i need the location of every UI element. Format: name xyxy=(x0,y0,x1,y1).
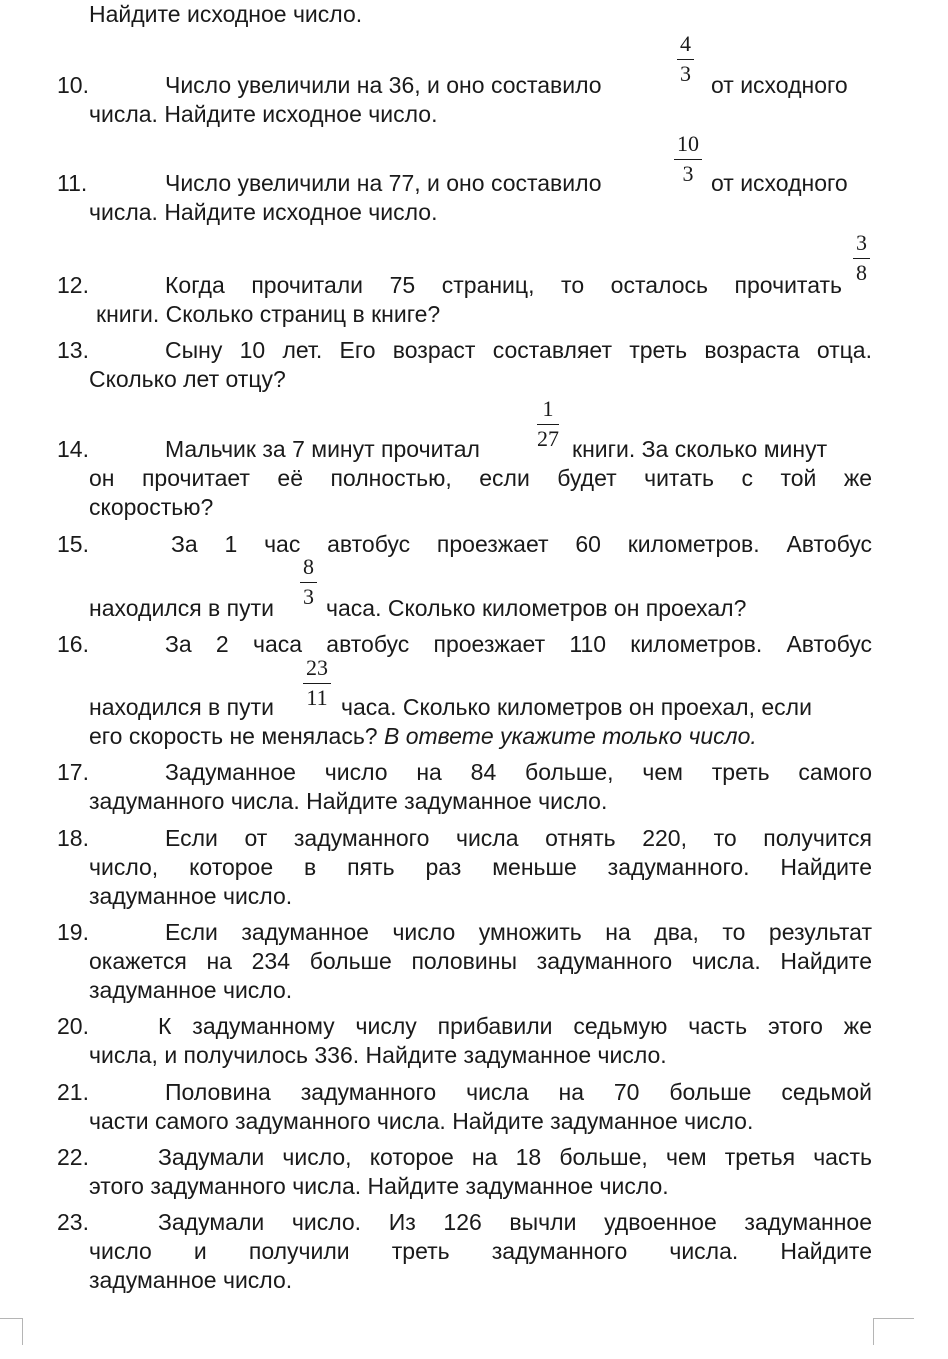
problem-13-number: 13. xyxy=(57,337,89,363)
fraction-10 xyxy=(677,32,694,86)
problem-10-number: 10. xyxy=(57,72,89,98)
problem-14-first-line: Мальчик за 7 минут прочитал xyxy=(165,436,480,462)
fraction-16 xyxy=(303,656,331,710)
problem-20-first-line: К задуманному числу прибавили седьмую часть этого же xyxy=(158,1013,872,1039)
problem-21-number: 21. xyxy=(57,1079,89,1105)
problem-15-number: 15. xyxy=(57,531,89,557)
fraction-12 xyxy=(853,231,870,285)
problem-16-number: 16. xyxy=(57,631,89,657)
problem-19-line: окажется на 234 больше половины задуманного числа. Найдите xyxy=(89,948,872,974)
problem-14-number: 14. xyxy=(57,436,89,462)
problem-19-number: 19. xyxy=(57,919,89,945)
problem-18-first-line: Если от задуманного числа отнять 220, то получится xyxy=(165,825,872,851)
problem-18-line: число, которое в пять раз меньше задуманного. Найдите xyxy=(89,854,872,880)
problem-14-line: он прочитает её полностью, если будет читать с той же xyxy=(89,465,872,491)
fraction-11-numerator: 10 xyxy=(674,132,702,160)
fraction-14 xyxy=(537,397,559,451)
problem-23-line: число и получили треть задуманного числа. Найдите xyxy=(89,1238,872,1264)
problem-19-line: задуманное число. xyxy=(89,977,293,1003)
problem-12-line: книги. Сколько страниц в книге? xyxy=(96,301,441,327)
problem-20-line: числа, и получилось 336. Найдите задуманное число. xyxy=(89,1042,667,1068)
fraction-11 xyxy=(674,132,702,186)
problem-17-line: задуманного числа. Найдите задуманное число. xyxy=(89,788,608,814)
problem-21-line: части самого задуманного числа. Найдите задуманное число. xyxy=(89,1108,754,1134)
problem-11-tail: от исходного xyxy=(711,170,848,196)
problem-12-number: 12. xyxy=(57,272,89,298)
fraction-15-denominator: 3 xyxy=(303,584,314,609)
problem-23-first-line: Задумали число. Из 126 вычли удвоенное задуманное xyxy=(158,1209,872,1235)
fraction-14-denominator: 27 xyxy=(537,426,559,451)
problem-10-tail: от исходного xyxy=(711,72,848,98)
fraction-10-numerator: 4 xyxy=(677,32,694,60)
top-line: Найдите исходное число. xyxy=(89,1,363,27)
fraction-12-denominator: 8 xyxy=(856,260,867,285)
problem-18-line: задуманное число. xyxy=(89,883,293,909)
problem-12-first-line: Когда прочитали 75 страниц, то осталось прочитать xyxy=(165,272,842,298)
problem-17-first-line: Задуманное число на 84 больше, чем треть самого xyxy=(165,759,872,785)
fraction-16-denominator: 11 xyxy=(306,685,328,710)
problem-11-number: 11. xyxy=(57,170,88,196)
problem-21-first-line: Половина задуманного числа на 70 больше седьмой xyxy=(165,1079,872,1105)
problem-14-line: скоростью? xyxy=(89,494,214,520)
problem-11-line: числа. Найдите исходное число. xyxy=(89,199,438,225)
problem-20-number: 20. xyxy=(57,1013,89,1039)
page-corner-mark-right xyxy=(873,1318,914,1345)
problem-10-first-line: Число увеличили на 36, и оно составило xyxy=(165,72,602,98)
problem-18-number: 18. xyxy=(57,825,89,851)
page-corner-mark-left xyxy=(0,1318,23,1345)
problem-22-first-line: Задумали число, которое на 18 больше, чем третья часть xyxy=(158,1144,872,1170)
problem-16-question: его скорость не менялась? xyxy=(89,723,378,749)
problem-19-first-line: Если задуманное число умножить на два, то результат xyxy=(165,919,872,945)
problem-15-line-end: часа. Сколько километров он проехал? xyxy=(326,595,747,621)
problem-16-answer-note: В ответе укажите только число. xyxy=(383,723,757,749)
problem-23-number: 23. xyxy=(57,1209,89,1235)
fraction-14-numerator: 1 xyxy=(537,397,559,425)
problem-15-line-start: находился в пути xyxy=(89,595,274,621)
problem-13-first-line: Сыну 10 лет. Его возраст составляет треть возраста отца. xyxy=(165,337,872,363)
fraction-15-numerator: 8 xyxy=(300,555,317,583)
fraction-16-numerator: 23 xyxy=(303,656,331,684)
fraction-12-numerator: 3 xyxy=(853,231,870,259)
problem-13-line: Сколько лет отцу? xyxy=(89,366,286,392)
problem-16-last-line xyxy=(89,722,757,750)
problem-16-line-end: часа. Сколько километров он проехал, если xyxy=(341,694,812,720)
problem-22-line: этого задуманного числа. Найдите задуманное число. xyxy=(89,1173,669,1199)
problem-11-first-line: Число увеличили на 77, и оно составило xyxy=(165,170,602,196)
problem-10-line: числа. Найдите исходное число. xyxy=(89,101,438,127)
problem-16-first-line: За 2 часа автобус проезжает 110 километров. Автобус xyxy=(165,631,872,657)
problem-17-number: 17. xyxy=(57,759,89,785)
problem-16-line-start: находился в пути xyxy=(89,694,274,720)
fraction-15 xyxy=(300,555,317,609)
fraction-11-denominator: 3 xyxy=(682,161,694,186)
problem-23-line: задуманное число. xyxy=(89,1267,293,1293)
problem-15-first-line: За 1 час автобус проезжает 60 километров. Автобус xyxy=(171,531,872,557)
problem-22-number: 22. xyxy=(57,1144,89,1170)
problem-14-tail: книги. За сколько минут xyxy=(572,436,828,462)
fraction-10-denominator: 3 xyxy=(680,61,691,86)
